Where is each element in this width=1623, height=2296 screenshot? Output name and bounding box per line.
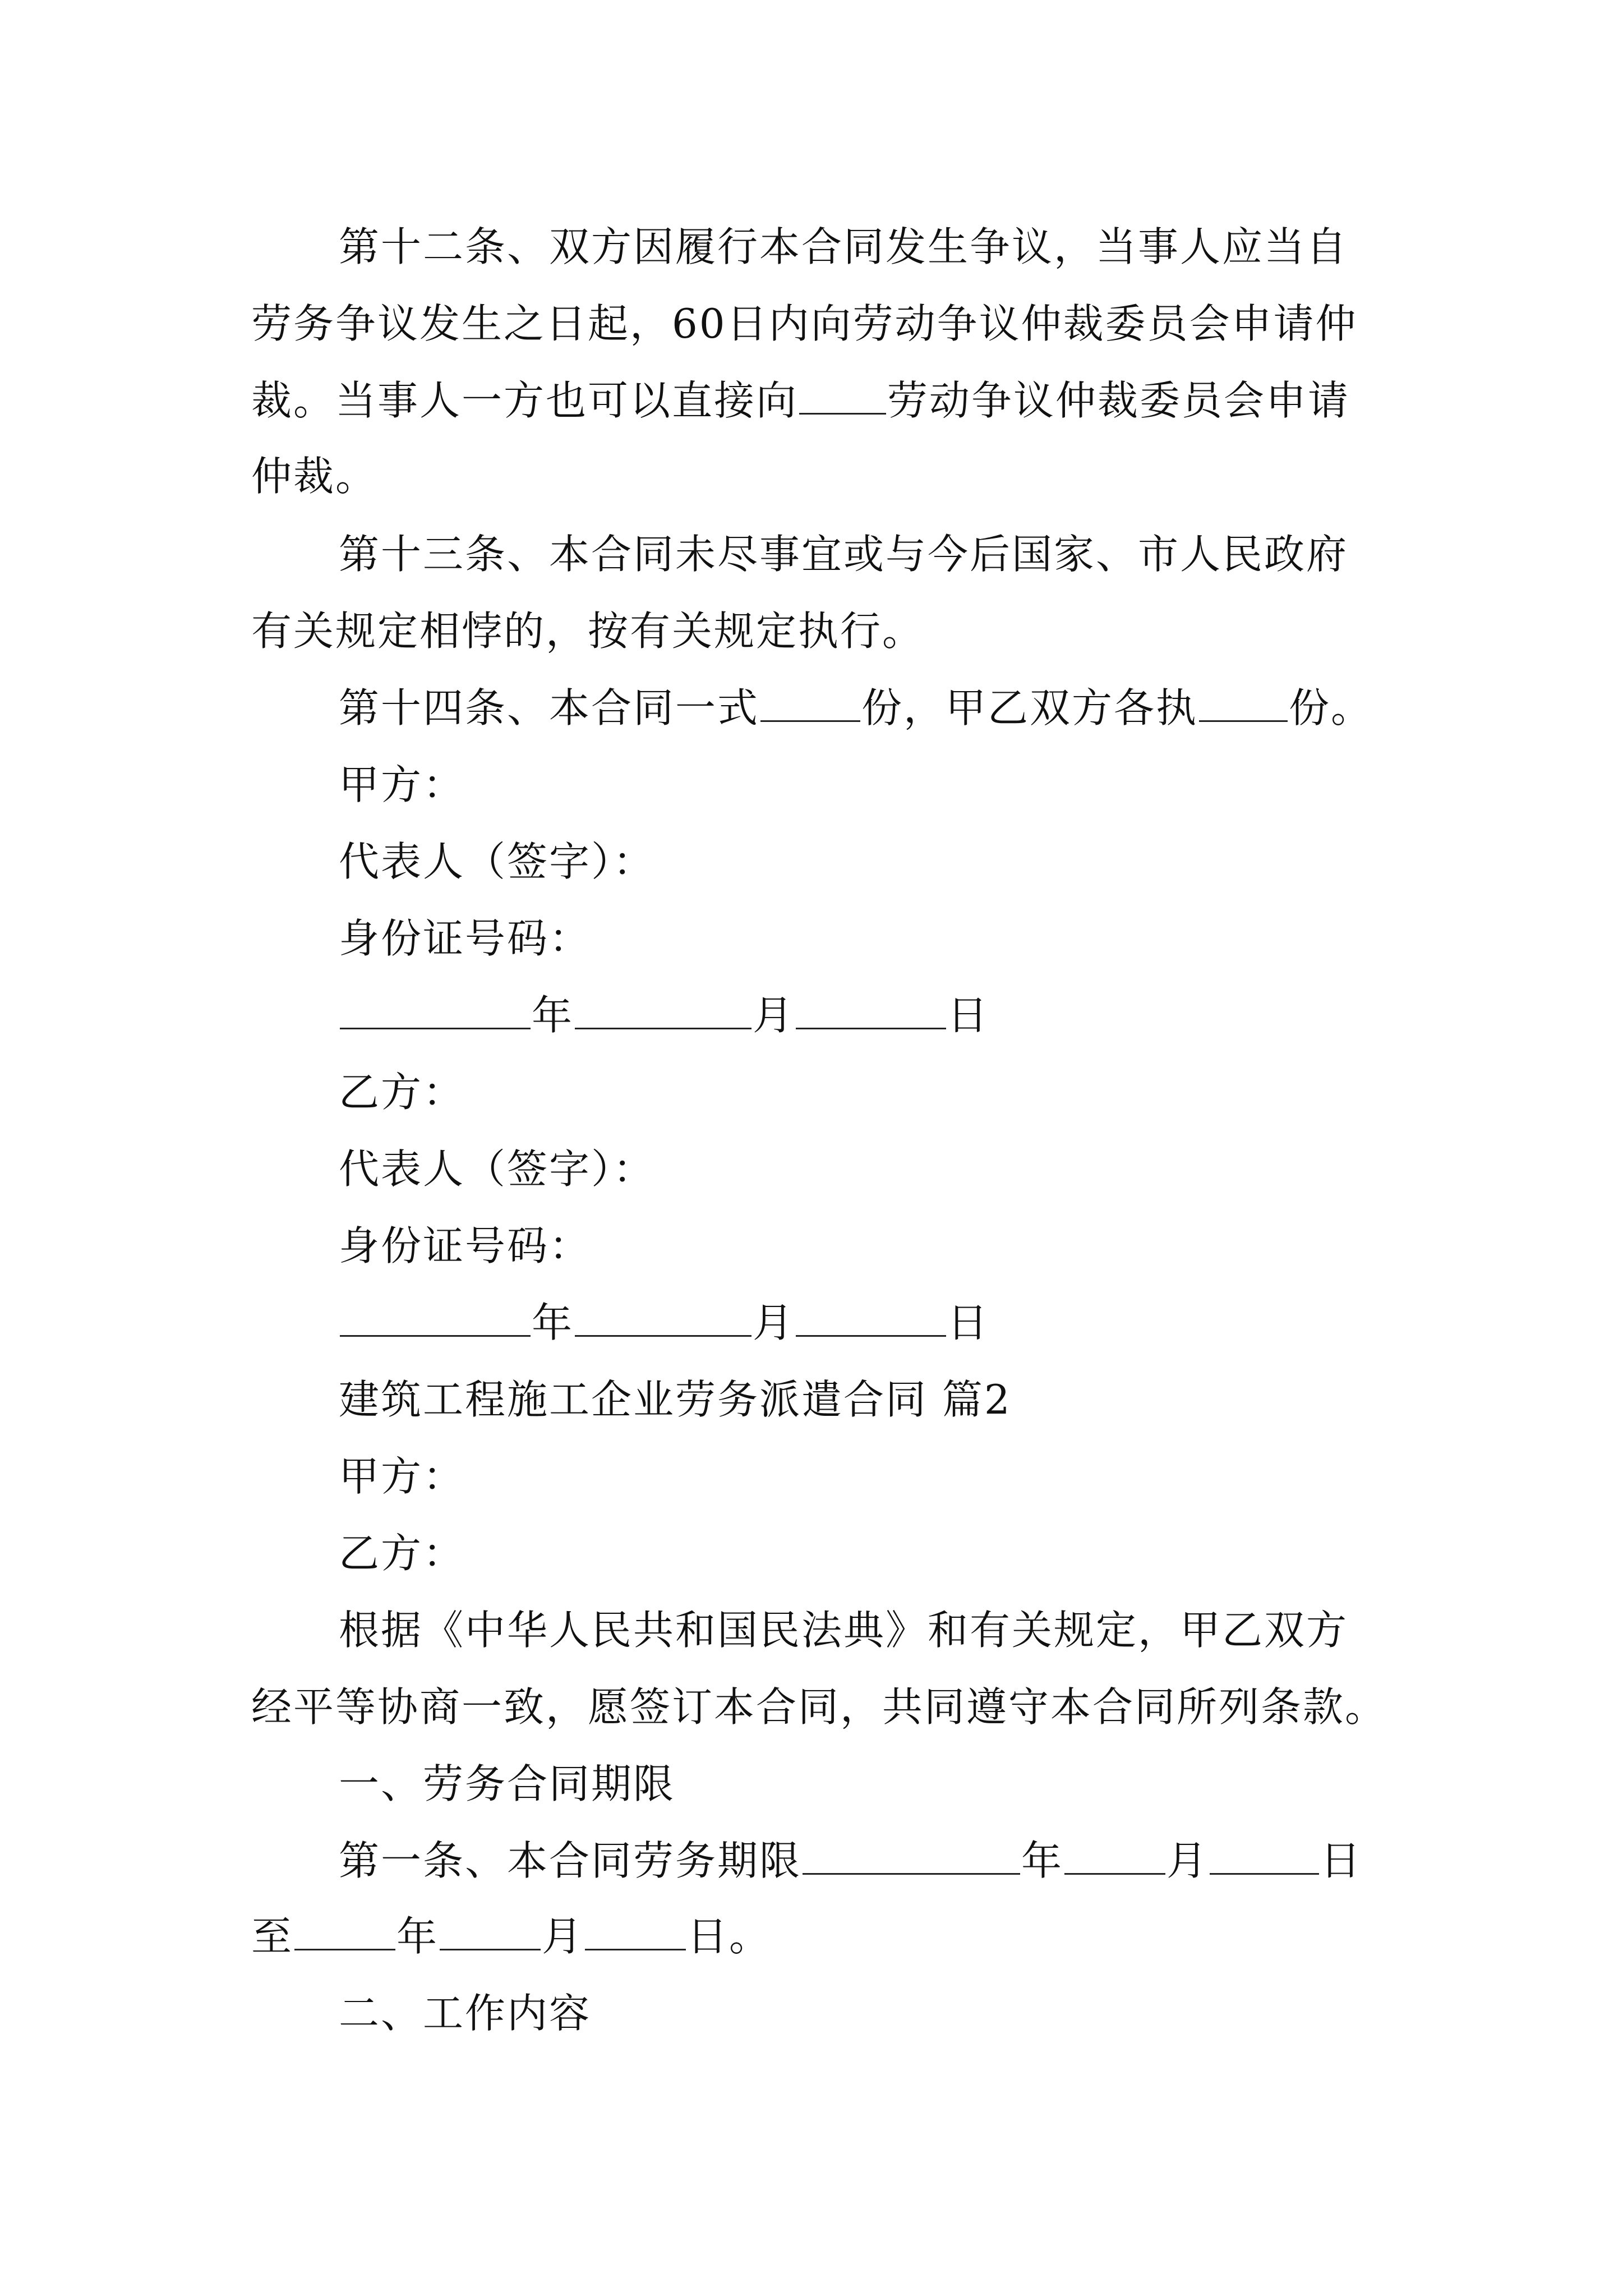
blank-field [440, 1917, 541, 1950]
clause13-line1: 第十三条、本合同未尽事宜或与今后国家、市人民政府 [339, 531, 1349, 578]
clause1-line2: 至 年 月 日。 [251, 1913, 772, 1960]
blank-field [799, 381, 886, 415]
section2-party-a: 甲方： [339, 1453, 465, 1500]
party-a-label: 甲方： [339, 761, 465, 808]
clause12-line3: 裁。当事人一方也可以直接向 劳动争议仲裁委员会申请 [251, 377, 1350, 424]
blank-field [803, 1842, 1020, 1875]
preamble-line1: 根据《中华人民共和国民法典》和有关规定，甲乙双方 [339, 1607, 1349, 1654]
party-a-representative: 代表人（签字）： [339, 838, 656, 885]
party-a-id-number: 身份证号码： [339, 915, 592, 962]
party-b-id-number: 身份证号码： [339, 1222, 592, 1269]
heading-work-content: 二、工作内容 [339, 1990, 592, 2037]
blank-field [340, 996, 531, 1029]
blank-field [585, 1917, 686, 1950]
clause12-line1: 第十二条、双方因履行本合同发生争议，当事人应当自 [339, 223, 1349, 270]
party-a-date: 年 月 日 [339, 988, 989, 1042]
preamble-line2: 经平等协商一致，愿签订本合同，共同遵守本合同所列条款。 [251, 1683, 1387, 1731]
blank-field [575, 1304, 751, 1337]
blank-field [796, 996, 946, 1029]
party-b-label: 乙方： [339, 1069, 465, 1116]
clause14: 第十四条、本合同一式 份，甲乙双方各执 份。 [339, 684, 1373, 731]
blank-field [340, 1304, 531, 1337]
party-b-date: 年 月 日 [339, 1296, 989, 1350]
clause12-line4: 仲裁。 [251, 453, 378, 500]
blank-field [1199, 689, 1288, 722]
blank-field [796, 1304, 946, 1337]
blank-field [1210, 1842, 1319, 1875]
section2-party-b: 乙方： [339, 1530, 465, 1577]
blank-field [575, 996, 751, 1029]
party-b-representative: 代表人（签字）： [339, 1145, 656, 1193]
clause13-line2: 有关规定相悖的，按有关规定执行。 [251, 608, 925, 655]
clause1-line1: 第一条、本合同劳务期限 年 月 日 [339, 1837, 1363, 1884]
section2-title: 建筑工程施工企业劳务派遣合同 篇2 [339, 1376, 1012, 1423]
blank-field [294, 1917, 395, 1950]
heading-contract-term: 一、劳务合同期限 [339, 1760, 676, 1807]
blank-field [1064, 1842, 1165, 1875]
blank-field [760, 689, 860, 722]
clause12-line2: 劳务争议发生之日起，60日内向劳动争议仲裁委员会申请仲 [251, 300, 1358, 347]
